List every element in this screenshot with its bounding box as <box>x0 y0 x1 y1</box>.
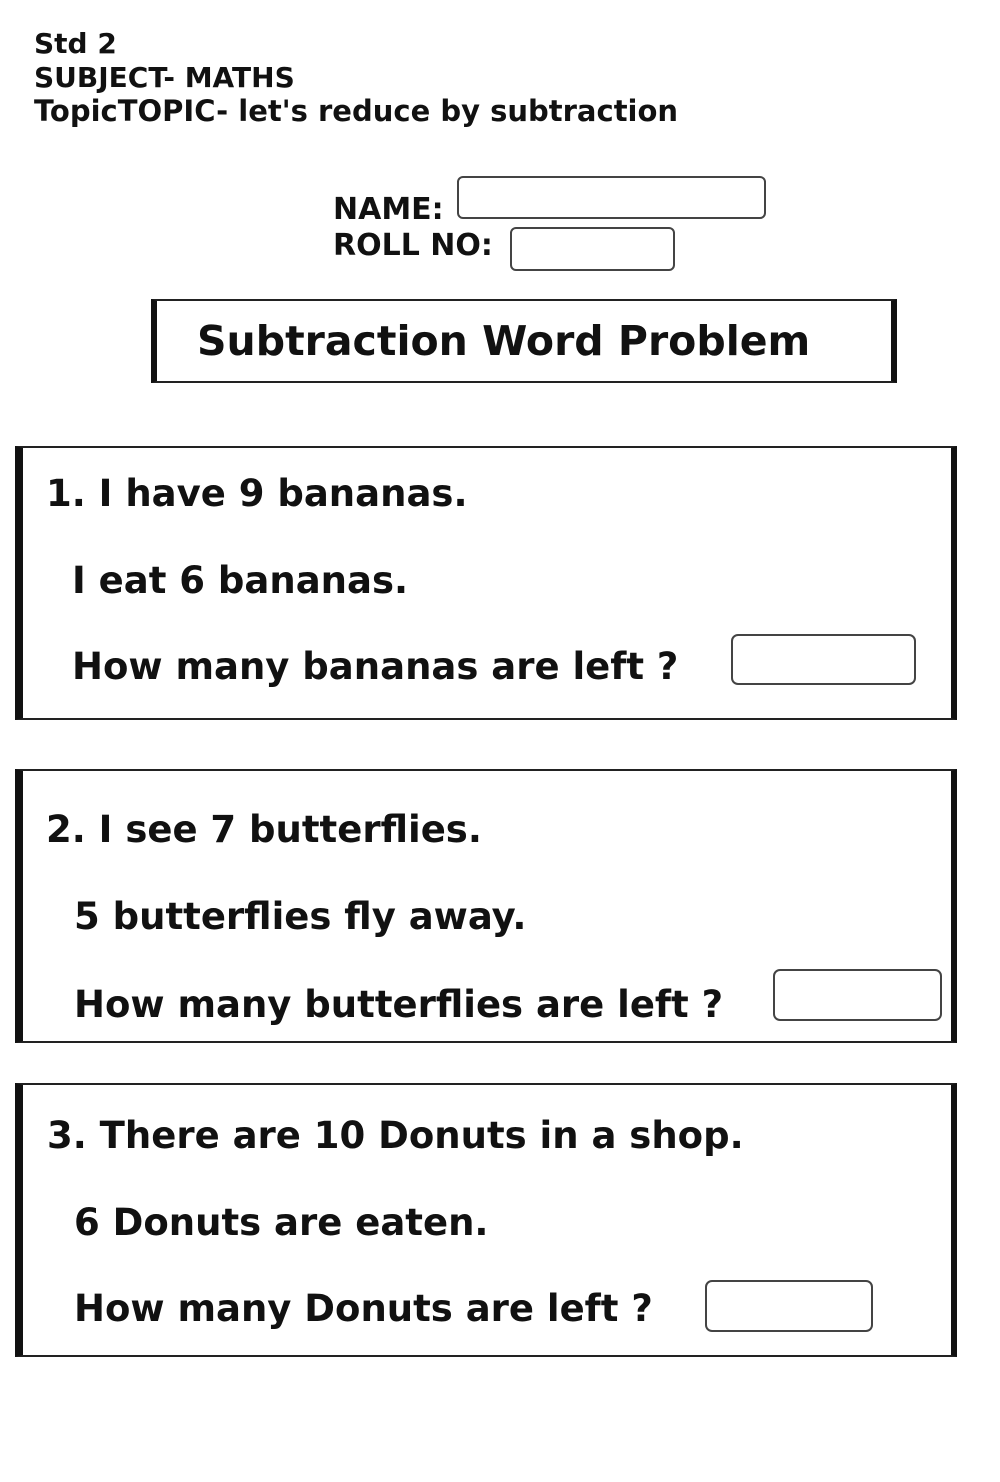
roll-no-label: ROLL NO: <box>333 228 493 263</box>
question-2-line-3: How many butterflies are left ? <box>74 983 724 1026</box>
worksheet-title: Subtraction Word Problem <box>197 317 811 365</box>
question-3-line-1: 3. There are 10 Donuts in a shop. <box>47 1114 744 1157</box>
question-3-line-3: How many Donuts are left ? <box>74 1287 653 1330</box>
question-1-line-1: 1. I have 9 bananas. <box>46 472 468 515</box>
question-2-line-2: 5 butterflies fly away. <box>74 895 527 938</box>
worksheet-title-box <box>151 299 897 383</box>
topic-label: TopicTOPIC- let's reduce by subtraction <box>34 94 679 128</box>
roll-no-input[interactable] <box>510 227 675 271</box>
subject-label: SUBJECT- MATHS <box>34 61 295 94</box>
question-1-line-2: I eat 6 bananas. <box>72 559 409 602</box>
question-2-answer-input[interactable] <box>773 969 942 1021</box>
question-3-answer-input[interactable] <box>705 1280 873 1332</box>
question-1-line-3: How many bananas are left ? <box>72 645 679 688</box>
name-input[interactable] <box>457 176 766 219</box>
question-1-answer-input[interactable] <box>731 634 916 685</box>
question-3-line-2: 6 Donuts are eaten. <box>74 1201 489 1244</box>
question-2-line-1: 2. I see 7 butterflies. <box>46 808 482 851</box>
std-label: Std 2 <box>34 27 117 60</box>
name-label: NAME: <box>333 192 444 227</box>
